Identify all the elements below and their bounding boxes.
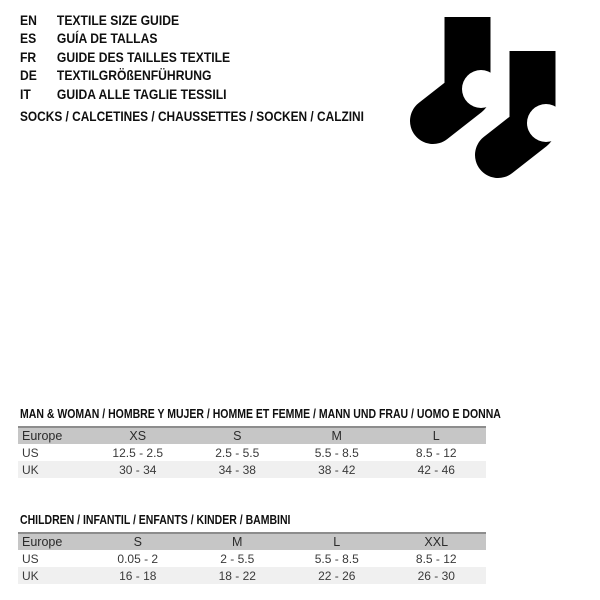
- language-row: [20, 49, 230, 67]
- size-range-cell: 12.5 - 2.5: [112, 445, 164, 460]
- size-range-cell: 16 - 18: [119, 568, 157, 583]
- column-header-size: S: [233, 429, 242, 443]
- size-range-cell: 5.5 - 8.5: [314, 551, 359, 566]
- language-list: [20, 12, 230, 104]
- size-range-cell: 18 - 22: [218, 568, 256, 583]
- size-range-cell: 34 - 38: [218, 462, 256, 477]
- language-label: GUÍA DE TALLAS: [56, 31, 158, 47]
- region-label: UK: [22, 462, 39, 477]
- table-header-row: [18, 533, 486, 550]
- language-row: [20, 86, 230, 104]
- size-table-children: [18, 532, 486, 584]
- column-header-size: XXL: [424, 535, 449, 549]
- region-label: US: [22, 551, 39, 566]
- column-header-size: L: [333, 535, 341, 549]
- table-row-uk: [18, 567, 486, 584]
- language-label: TEXTILGRÖßENFÜHRUNG: [56, 68, 212, 84]
- column-header-size: S: [133, 535, 142, 549]
- language-code: DE: [20, 68, 37, 84]
- size-range-cell: 30 - 34: [119, 462, 157, 477]
- table-row-uk: [18, 461, 486, 478]
- table-row-us: [18, 444, 486, 461]
- size-range-cell: 22 - 26: [318, 568, 356, 583]
- size-range-cell: 8.5 - 12: [415, 445, 457, 460]
- column-header-size: M: [331, 429, 342, 443]
- column-header-size: M: [232, 535, 243, 549]
- language-label: GUIDE DES TAILLES TEXTILE: [56, 49, 231, 65]
- language-code: EN: [20, 13, 37, 28]
- column-header-size: XS: [129, 429, 147, 443]
- size-table-man-woman: [18, 426, 486, 478]
- language-code: IT: [20, 86, 31, 102]
- size-range-cell: 0.05 - 2: [117, 551, 159, 566]
- table-header-row: [18, 427, 486, 444]
- region-label: US: [22, 445, 39, 460]
- table-title-man-woman: MAN & WOMAN / HOMBRE Y MUJER / HOMME ET FEMME / MANN UND FRAU / UOMO E DONNA: [20, 407, 501, 421]
- size-table-section-man-woman: [18, 407, 501, 478]
- language-row: [20, 12, 230, 30]
- column-header-europe: Europe: [22, 429, 63, 443]
- socks-icon: [400, 0, 600, 200]
- region-label: UK: [22, 568, 39, 583]
- size-range-cell: 2 - 5.5: [220, 551, 255, 566]
- sock-left-shape: [433, 17, 500, 121]
- column-header-size: L: [432, 429, 440, 443]
- size-range-cell: 38 - 42: [318, 462, 356, 477]
- size-range-cell: 26 - 30: [417, 568, 455, 583]
- size-table-section-children: [18, 513, 486, 584]
- language-label: GUIDA ALLE TAGLIE TESSILI: [56, 86, 227, 102]
- language-row: [20, 30, 230, 48]
- size-range-cell: 8.5 - 12: [415, 551, 457, 566]
- size-range-cell: 2.5 - 5.5: [215, 445, 260, 460]
- column-header-europe: Europe: [22, 535, 63, 549]
- language-label: TEXTILE SIZE GUIDE: [56, 13, 180, 28]
- size-range-cell: 5.5 - 8.5: [314, 445, 359, 460]
- language-code: ES: [20, 31, 37, 47]
- category-heading: SOCKS / CALCETINES / CHAUSSETTES / SOCKEN / CALZINI: [20, 109, 364, 124]
- language-code: FR: [20, 49, 37, 65]
- table-row-us: [18, 550, 486, 567]
- size-range-cell: 42 - 46: [417, 462, 455, 477]
- table-title-children: CHILDREN / INFANTIL / ENFANTS / KINDER / BAMBINI: [20, 513, 291, 527]
- sock-right-shape: [498, 51, 565, 155]
- language-row: [20, 67, 230, 85]
